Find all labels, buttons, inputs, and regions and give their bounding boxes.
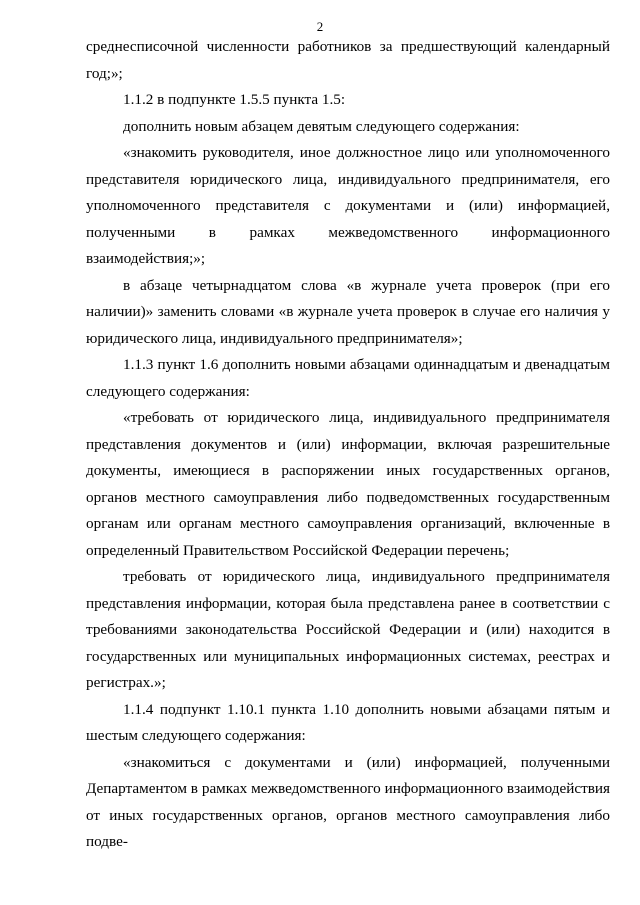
paragraph-9: 1.1.4 подпункт 1.10.1 пункта 1.10 дополнить новыми абзацами пятым и шестым следующего содержания:: [86, 700, 610, 744]
paragraph-2: 1.1.2 в подпункте 1.5.5 пункта 1.5:: [123, 91, 346, 108]
paragraph-1: среднесписочной численности работников за предшествующий календарный год;»;: [86, 38, 610, 82]
paragraph-6: 1.1.3 пункт 1.6 дополнить новыми абзацами одиннадцатым и двенадцатым следующего содержания:: [86, 356, 610, 400]
paragraph-10: «знакомиться с документами и (или) информацией, полученными Департаментом в рамках межведомственного информационного взаимодействия от иных государственных органов, органов местного самоуправления либо подве-: [86, 753, 610, 850]
document-body: [86, 34, 610, 856]
paragraph-4: «знакомить руководителя, иное должностное лицо или уполномоченного представителя юридического лица, индивидуального предпринимателя, его уполномоченного представителя с документами и (или) информацией, полученными в рамках межведомственного информационного взаимодействия;»;: [86, 144, 610, 267]
paragraph-3: дополнить новым абзацем девятым следующего содержания:: [123, 117, 520, 135]
page-number: 2: [316, 19, 324, 34]
paragraph-8: требовать от юридического лица, индивидуального предпринимателя представления информации, которая была представлена ранее в соответствии с требованиями законодательства Российской Федерации и (или) находится в государственных или муниципальных информационных системах, реестрах и регистрах.»;: [86, 568, 610, 691]
paragraph-5: в абзаце четырнадцатом слова «в журнале учета проверок (при его наличии)» заменить словами «в журнале учета проверок в случае его наличия у юридического лица, индивидуального предпринимателя»;: [86, 276, 610, 347]
paragraph-7: «требовать от юридического лица, индивидуального предпринимателя представления документов и (или) информации, включая разрешительные документы, имеющиеся в распоряжении иных государственных органов, органов местного самоуправления либо подведомственных государственным органам или органам местного самоуправления организаций, включенные в определенный Правительством Российской Федерации перечень;: [86, 409, 610, 559]
